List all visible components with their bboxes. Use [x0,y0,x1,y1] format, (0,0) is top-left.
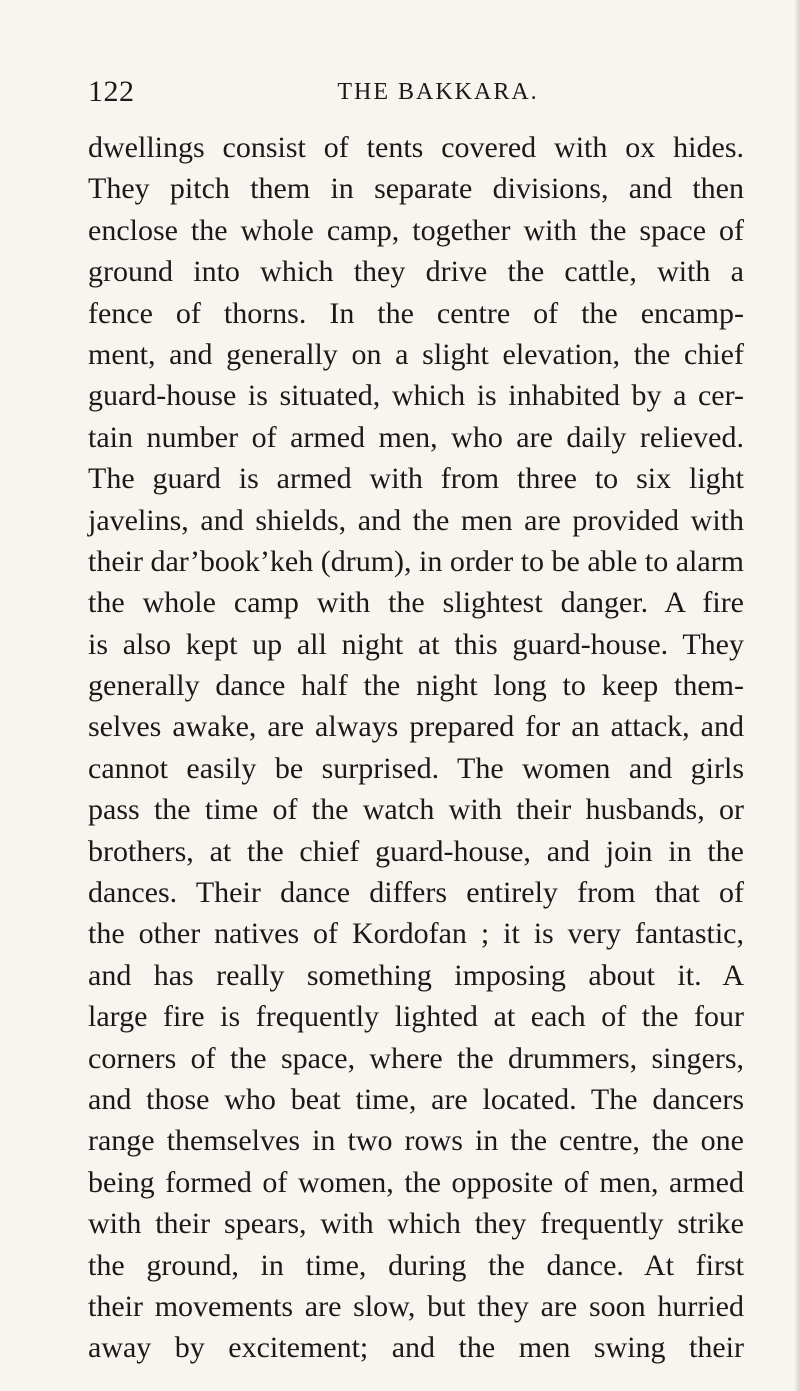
page-header [88,70,748,114]
page-edge-shadow [794,0,800,1391]
text-line: pass the time of the watch with their husbands, or [88,793,744,827]
text-line: the whole camp with the slightest danger. A fire [88,586,744,620]
text-line: tain number of armed men, who are daily relieved. [88,420,744,454]
text-line: fence of thorns. In the centre of the encamp- [88,296,744,330]
body-text [88,127,744,1369]
text-line: and those who beat time, are located. The dancers [88,1082,744,1116]
text-line: brothers, at the chief guard-house, and join in the [88,834,744,868]
text-line: away by excitement; and the men swing their [88,1331,744,1365]
text-line: enclose the whole camp, together with the space of [88,213,744,247]
text-line: selves awake, are always prepared for an attack, and [88,710,744,744]
text-line: dwellings consist of tents covered with ox hides. [88,131,744,164]
text-line: their movements are slow, but they are soon hurried [88,1289,744,1323]
text-line: corners of the space, where the drummers, singers, [88,1041,744,1075]
page-number: 122 [88,75,135,108]
text-line: generally dance half the night long to keep them- [88,669,744,703]
text-line: is also kept up all night at this guard-house. They [88,627,744,661]
text-line: the other natives of Kordofan ; it is very fantastic, [88,917,744,951]
text-line: dances. Their dance differs entirely from that of [88,876,744,910]
text-line: ground into which they drive the cattle, with a [88,255,744,289]
text-line: large fire is frequently lighted at each of the four [88,1000,744,1034]
text-line: their dar’book’keh (drum), in order to be able to alarm [88,544,744,578]
text-line: javelins, and shields, and the men are provided with [88,503,744,537]
running-head: THE BAKKARA. [337,79,539,105]
text-line: range themselves in two rows in the centre, the one [88,1124,744,1158]
text-line: with their spears, with which they frequently strike [88,1207,744,1241]
text-line: cannot easily be surprised. The women and girls [88,751,744,785]
text-line: guard-house is situated, which is inhabited by a cer- [88,379,744,413]
text-line: The guard is armed with from three to six light [88,462,744,496]
text-line: being formed of women, the opposite of men, armed [88,1165,744,1199]
text-line: and has really something imposing about it. A [88,958,744,992]
text-line: ment, and generally on a slight elevation, the chief [88,337,744,371]
text-line: They pitch them in separate divisions, and then [88,172,744,206]
text-line: the ground, in time, during the dance. At first [88,1248,744,1282]
